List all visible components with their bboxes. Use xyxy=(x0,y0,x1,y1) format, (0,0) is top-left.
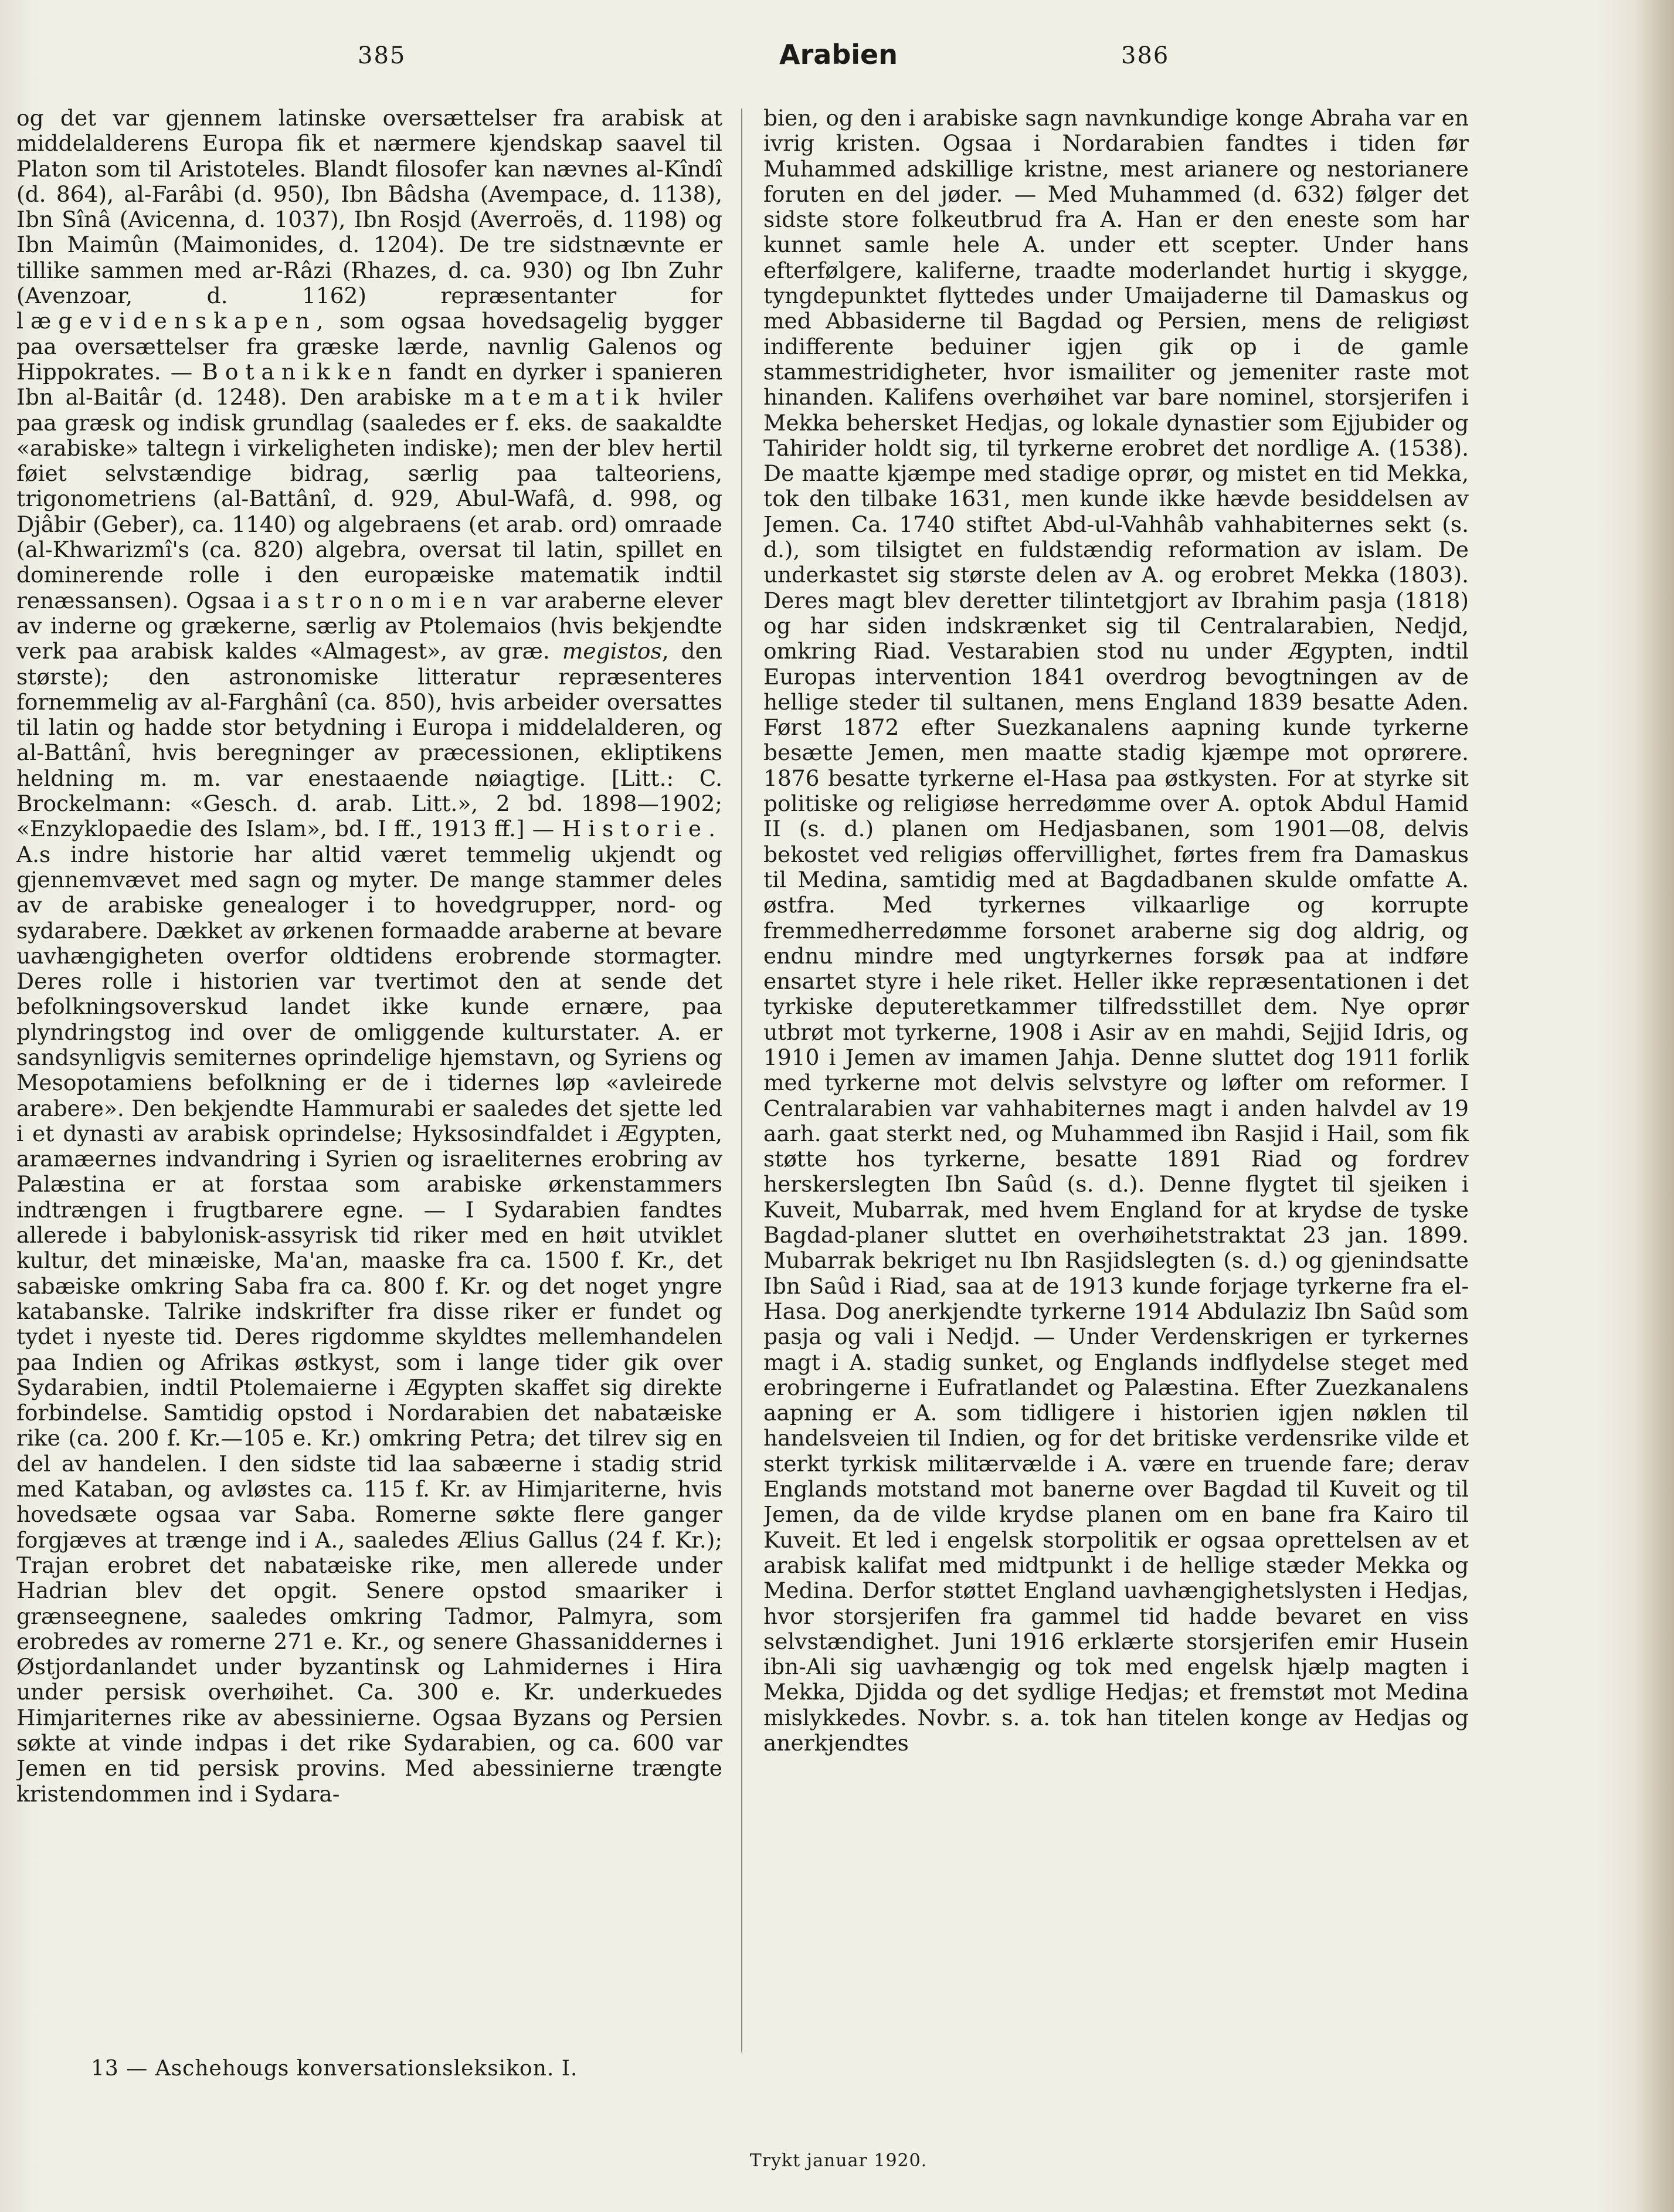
print-date-note: Trykt januar 1920. xyxy=(749,2150,928,2171)
text-column-left xyxy=(16,106,722,2011)
page-binding-edge xyxy=(1633,0,1674,2212)
keyword-matematik: matematik xyxy=(463,384,646,410)
keyword-historie: Historie. xyxy=(562,816,722,842)
text-run: , den største); den astronomiske litteratur repræsenteres fornemmelig av al-Farghânî (ca. 850), hvis arbeider oversattes til latin og hadde stor betydning i Europa i middelalderen, og al-Battânî, hvis beregninger av præcessionen, ekliptikens heldning m. m. var enestaaende nøiagtige. [Litt.: C. Brockelmann: «Gesch. d. arab. Litt.», 2 bd. 1898—1902; «Enzyklopaedie des Islam», bd. I ff., 1913 ff.] — xyxy=(16,638,722,842)
keyword-botanikken: Botanikken xyxy=(202,358,399,385)
text-column-right xyxy=(763,106,1469,2011)
text-run: A.s indre historie har altid været temmelig ukjendt og gjennemvævet med sagn og myter. De mange stammer deles av de arabiske genealoger i to hovedgrupper, nord- og sydarabere. Dækket av ørkenen formaadde araberne at bevare uavhængigheten overfor oldtidens erobrende stormagter. Deres rolle i historien var tvertimot den at sende det befolkningsoverskud landet ikke kunde ernære, paa plyndringstog ind over de omliggende kulturstater. A. er sandsynligvis semiternes oprindelige hjemstavn, og Syriens og Mesopotamiens befolkning er de i tidernes løp «avleirede arabere». Den bekjendte Hammurabi er saaledes det sjette led i et dynasti av arabisk oprindelse; Hyksosindfaldet i Ægypten, aramæernes indvandring i Syrien og israeliternes erobring av Palæstina er at forstaa som arabiske ørkenstammers indtrængen i frugtbarere egne. — I Sydarabien fandtes allerede i babylonisk-assyrisk tid riker med en høit utviklet kultur, det minæiske, Ma'an, maaske fra ca. 1500 f. Kr., det sabæiske omkring Saba fra ca. 800 f. Kr. og det noget yngre katabanske. Talrike indskrifter fra disse riker er fundet og tydet i nyeste tid. Deres rigdomme skyldtes mellemhandelen paa Indien og Afrikas østkyst, som i lange tider gik over Sydarabien, indtil Ptolemaierne i Ægypten skaffet sig direkte forbindelse. Samtidig opstod i Nordarabien det nabatæiske rike (ca. 200 f. Kr.—105 e. Kr.) omkring Petra; det tilrev sig en del av handelen. I den sidste tid laa sabæerne i stadig strid med Kataban, og avløstes ca. 115 f. Kr. av Himjariterne, hvis hovedsæte ogsaa var Saba. Romerne søkte flere ganger forgjæves at trænge ind i A., saaledes Ælius Gallus (24 f. Kr.); Trajan erobret det nabatæiske rike, men allerede under Hadrian blev det opgit. Senere opstod smaariker i grænseegnene, saaledes omkring Tadmor, Palmyra, som erobredes av romerne 271 e. Kr., og senere Ghassaniddernes i Østjordanlandet under byzantinsk og Lahmidernes i Hira under persisk overhøihet. Ca. 300 e. Kr. underkuedes Himjariternes rike av abessinierne. Ogsaa Byzans og Persien søkte at vinde indpas i det rike Sydarabien, og ca. 600 var Jemen en tid persisk provins. Med abessinierne trængte kristendommen ind i Sydara- xyxy=(16,841,722,1807)
running-title: Arabien xyxy=(779,39,898,70)
text-run: hviler paa græsk og indisk grundlag (saaledes er f. eks. de saakaldte «arabiske» taltegn i virkeligheten indiske); men der blev hertil føiet selvstændige bidrag, særlig paa talteoriens, trigonometriens (al-Battânî, d. 929, Abul-Wafâ, d. 998, og Djâbir (Geber), ca. 1140) og algebraens (et arab. ord) omraade (al-Khwarizmî's (ca. 820) algebra, oversat til latin, spillet en dominerende rolle i den europæiske matematik indtil renæssansen). Ogsaa i xyxy=(16,384,722,613)
running-header xyxy=(0,39,1674,83)
article-paragraph xyxy=(16,106,722,1807)
text-run: var araberne elever av inderne og grækerne, særlig av Ptolemaios (hvis bekjendte verk paa arabisk kaldes «Almagest», av græ. xyxy=(16,587,722,664)
page-number-left: 385 xyxy=(358,42,406,69)
keyword-laegevidenskapen: lægevidenskapen xyxy=(16,308,317,334)
keyword-astronomien: astronomien xyxy=(277,587,494,613)
article-paragraph: bien, og den i arabiske sagn navnkundige konge Abraha var en ivrig kristen. Ogsaa i Nordarabien fandtes i tiden før Muhammed adskillige kristne, mest arianere og nestorianere foruten en del jøder. — Med Muhammed (d. 632) følger det sidste store folkeutbrud fra A. Han er den eneste som har kunnet samle hele A. under ett scepter. Under hans efterfølgere, kaliferne, traadte moderlandet hurtig i skygge, tyngdepunktet flyttedes under Umaijaderne til Damaskus og med Abbasiderne til Bagdad og Persien, mens de religiøst indifferente beduiner igjen gik op i de gamle stammestridigheter, hvor ismailiter og jemeniter raste mot hinanden. Kalifens overhøihet var bare nominel, storsjerifen i Mekka behersket Hedjas, og lokale dynastier som Ejjubider og Tahirider holdt sig, til tyrkerne erobret det nordlige A. (1538). De maatte kjæmpe med stadige oprør, og mistet en tid Mekka, tok den tilbake 1631, men kunde ikke hævde besiddelsen av Jemen. Ca. 1740 stiftet Abd-ul-Vahhâb vahhabiternes sekt (s. d.), som tilsigtet en fuldstændig reformation av islam. De underkastet sig største delen av A. og erobret Mekka (1803). Deres magt blev deretter tilintetgjort av Ibrahim pasja (1818) og har siden indskrænket sig til Centralarabien, Nedjd, omkring Riad. Vestarabien stod nu under Ægypten, indtil Europas intervention 1841 overdrog bevogtningen av de hellige steder til sultanen, mens England 1839 besatte Aden. Først 1872 efter Suezkanalens aapning kunde tyrkerne besætte Jemen, men maatte stadig kjæmpe mot oprørere. 1876 besatte tyrkerne el-Hasa paa østkysten. For at styrke sit politiske og religiøse herredømme over A. optok Abdul Hamid II (s. d.) planen om Hedjasbanen, som 1901—08, delvis bekostet ved religiøs offervillighet, førtes frem fra Damaskus til Medina, samtidig med at Bagdadbanen skulde omfatte A. østfra. Med tyrkernes vilkaarlige og korrupte fremmedherredømme forsonet araberne sig dog aldrig, og endnu mindre med ungtyrkernes forsøk paa at indføre ensartet styre i hele riket. Heller ikke repræsentationen i det tyrkiske deputeretkammer tilfredsstillet dem. Nye oprør utbrøt mot tyrkerne, 1908 i Asir av en mahdi, Sejjid Idris, og 1910 i Jemen av imamen Jahja. Denne sluttet dog 1911 forlik med tyrkerne mot delvis selvstyre og løfter om reformer. I Centralarabien var vahhabiternes magt i anden halvdel av 19 aarh. gaat sterkt ned, og Muhammed ibn Rasjid i Hail, som fik støtte hos tyrkerne, besatte 1891 Riad og fordrev herskerslegten Ibn Saûd (s. d.). Denne flygtet til sjeiken i Kuveit, Mubarrak, med hvem England for at krydse de tyske Bagdad-planer sluttet en overhøihetstraktat 23 jan. 1899. Mubarrak bekriget nu Ibn Rasjidslegten (s. d.) og gjenindsatte Ibn Saûd i Riad, saa at de 1913 kunde forjage tyrkerne fra el-Hasa. Dog anerkjendte tyrkerne 1914 Abdulaziz Ibn Saûd som pasja og vali i Nedjd. — Under Verdenskrigen er tyrkernes magt i A. stadig sunket, og Englands indflydelse steget med erobringerne i Eufratlandet og Palæstina. Efter Zuezkanalens aapning er A. som tidligere i historien igjen nøklen til handelsveien til Indien, og for det britiske verdensrike vilde et sterkt tyrkisk militærvælde i A. være en truende fare; derav Englands motstand mot banerne over Bagdad til Kuveit og til Jemen, da de vilde krydse planen om en bane fra Kairo til Kuveit. Et led i engelsk storpolitik er ogsaa oprettelsen av et arabisk kalifat med midtpunkt i de hellige stæder Mekka og Medina. Derfor støttet England uavhængighetslysten i Hedjas, hvor storsjerifen fra gammel tid hadde bevaret en viss selvstændighet. Juni 1916 erklærte storsjerifen emir Husein ibn-Ali sig uavhængig og tok med engelsk hjælp magten i Mekka, Djidda og det sydlige Hedjas; et fremstøt mot Medina mislykkedes. Novbr. s. a. tok han titelen konge av Hedjas og anerkjendtes xyxy=(763,106,1469,1756)
column-divider xyxy=(741,108,742,2052)
page-number-right: 386 xyxy=(1121,42,1170,69)
signature-line: 13 — Aschehougs konversationsleksikon. I. xyxy=(91,2057,578,2081)
text-run: , som ogsaa hovedsagelig bygger paa oversættelser fra græske lærde, navnlig Galenos og Hippokrates. — xyxy=(16,308,722,385)
text-run: og det var gjennem latinske oversættelser fra arabisk at middelalderens Europa fik et nærmere kjendskap saavel til Platon som til Aristoteles. Blandt filosofer kan nævnes al-Kîndî (d. 864), al-Farâbi (d. 950), Ibn Bâdsha (Avempace, d. 1138), Ibn Sînâ (Avicenna, d. 1037), Ibn Rosjd (Averroës, d. 1198) og Ibn Maimûn (Maimonides, d. 1204). De tre sidstnævnte er tillike sammen med ar-Râzi (Rhazes, d. ca. 930) og Ibn Zuhr (Avenzoar, d. 1162) repræsentanter for xyxy=(16,106,722,309)
keyword-megistos: megistos xyxy=(562,638,662,664)
text-run: fandt en dyrker i spanieren Ibn al-Baitâr (d. 1248). Den arabiske xyxy=(16,358,722,410)
